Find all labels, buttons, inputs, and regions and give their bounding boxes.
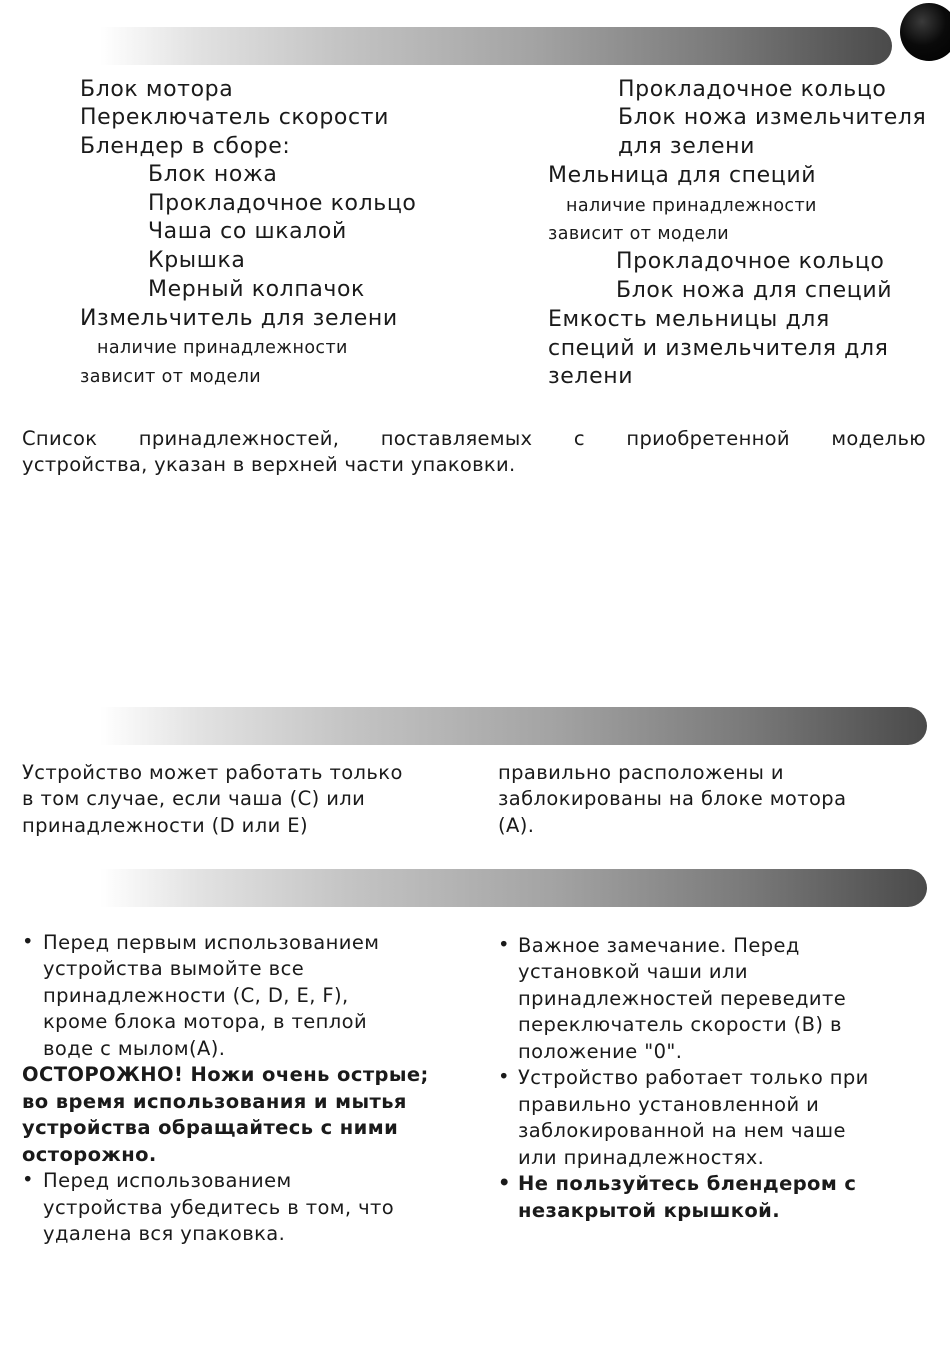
- operation-right-line: (A).: [498, 814, 535, 837]
- list-item: Блок ножа для специй: [616, 278, 893, 303]
- list-item: Емкость мельницы для: [548, 307, 830, 332]
- instruction-line: устройства вымойте все: [43, 957, 305, 980]
- list-item: Чаша со шкалой: [148, 219, 347, 244]
- instruction-line: установкой чаши или: [518, 960, 748, 983]
- bullet-icon: •: [22, 930, 34, 953]
- instruction-line: устройства убедитесь в том, что: [43, 1196, 395, 1219]
- operation-left-line: принадлежности (D или E): [22, 814, 308, 837]
- bullet-icon: •: [498, 933, 510, 956]
- list-item: Блок ножа измельчителя: [618, 105, 927, 130]
- list-item: Прокладочное кольцо: [618, 77, 887, 102]
- instruction-line: Перед использованием: [43, 1169, 292, 1192]
- instruction-line: переключатель скорости (B) в: [518, 1013, 842, 1036]
- bullet-icon: •: [22, 1168, 34, 1191]
- bullet-icon: •: [498, 1065, 510, 1088]
- warning-line: ОСТОРОЖНО! Ножи очень острые;: [22, 1063, 429, 1086]
- instruction-line: незакрытой крышкой.: [518, 1199, 781, 1222]
- instruction-line: Перед первым использованием: [43, 931, 380, 954]
- list-item: Прокладочное кольцо: [148, 191, 417, 216]
- operation-right-line: правильно расположены и: [498, 761, 784, 784]
- list-item: для зелени: [618, 134, 756, 159]
- warning-line: осторожно.: [22, 1143, 157, 1166]
- instruction-line: воде с мылом(A).: [43, 1037, 226, 1060]
- list-note: зависит от модели: [80, 367, 262, 387]
- list-note: наличие принадлежности: [97, 338, 348, 358]
- section-bar-middle: [100, 707, 927, 745]
- instruction-line: заблокированной на нем чаше: [518, 1119, 846, 1142]
- instruction-line: кроме блока мотора, в теплой: [43, 1010, 368, 1033]
- operation-left-line: в том случае, если чаша (C) или: [22, 787, 366, 810]
- list-item: Крышка: [148, 248, 246, 273]
- list-item: Измельчитель для зелени: [80, 306, 398, 331]
- list-item: специй и измельчителя для: [548, 336, 889, 361]
- instruction-line: удалена вся упаковка.: [43, 1222, 286, 1245]
- bullet-icon: •: [498, 1171, 511, 1194]
- operation-right-line: заблокированы на блоке мотора: [498, 787, 847, 810]
- instruction-line: правильно установленной и: [518, 1093, 820, 1116]
- accessories-paragraph: [22, 426, 926, 478]
- list-item: Прокладочное кольцо: [616, 249, 885, 274]
- instruction-line: положение "0".: [518, 1040, 683, 1063]
- instruction-line: или принадлежностях.: [518, 1146, 765, 1169]
- list-item: Блок ножа: [148, 162, 278, 187]
- corner-circle-icon: [900, 3, 950, 61]
- instruction-line: Важное замечание. Перед: [518, 934, 800, 957]
- header-bar-top: [100, 27, 892, 65]
- warning-line: устройства обращайтесь с ними: [22, 1116, 399, 1139]
- instruction-line: принадлежности (C, D, E, F),: [43, 984, 349, 1007]
- accessories-line-2: устройства, указан в верхней части упаковки.: [22, 453, 516, 476]
- warning-line: во время использования и мытья: [22, 1090, 407, 1113]
- list-note: зависит от модели: [548, 224, 730, 244]
- instruction-line: Не пользуйтесь блендером с: [518, 1172, 857, 1195]
- list-item: Блендер в сборе:: [80, 134, 291, 159]
- list-note: наличие принадлежности: [566, 196, 817, 216]
- instruction-line: принадлежностей переведите: [518, 987, 847, 1010]
- list-item: Мерный колпачок: [148, 277, 365, 302]
- list-item: Переключатель скорости: [80, 105, 389, 130]
- section-bar-lower: [100, 869, 927, 907]
- list-item: Мельница для специй: [548, 163, 817, 188]
- list-item: Блок мотора: [80, 77, 234, 102]
- instruction-line: Устройство работает только при: [518, 1066, 869, 1089]
- operation-left-line: Устройство может работать только: [22, 761, 403, 784]
- list-item: зелени: [548, 364, 634, 389]
- accessories-line-1: Список принадлежностей, поставляемых с приобретенной моделью: [22, 427, 926, 450]
